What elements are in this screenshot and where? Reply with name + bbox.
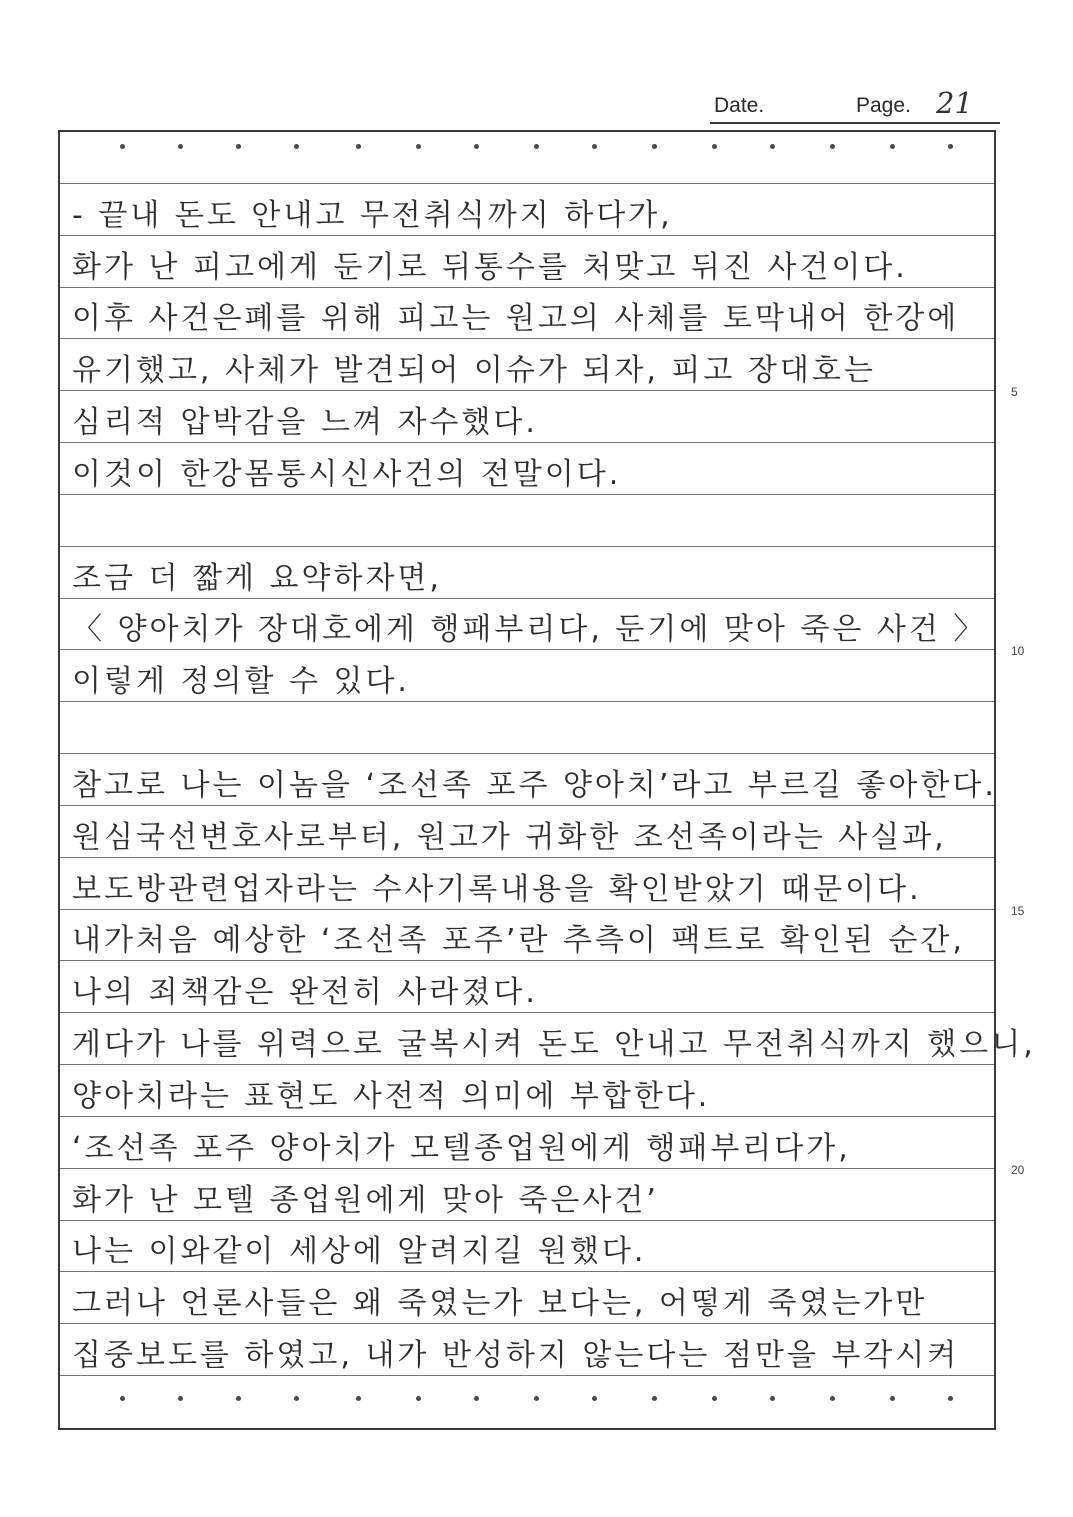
ruled-line xyxy=(60,806,994,858)
ruled-line xyxy=(60,547,994,599)
page-label: Page. xyxy=(856,94,911,117)
guide-dot xyxy=(712,1396,717,1401)
ruled-line xyxy=(60,1013,1036,1065)
guide-dot xyxy=(534,1396,539,1401)
ruled-line xyxy=(60,184,994,236)
guide-dot xyxy=(416,1396,421,1401)
guide-dot xyxy=(890,1396,895,1401)
handwritten-text: 심리적 압박감을 느껴 자수했다. xyxy=(72,405,538,441)
handwritten-text: 조금 더 짧게 요약하자면, xyxy=(72,560,442,596)
ruled-line xyxy=(60,339,994,391)
handwritten-text: 원심국선변호사로부터, 원고가 귀화한 조선족이라는 사실과, xyxy=(72,819,947,855)
dot-guide xyxy=(60,1396,994,1402)
date-label: Date. xyxy=(714,94,765,117)
guide-dot xyxy=(474,144,479,149)
guide-dot xyxy=(652,1396,657,1401)
guide-dot xyxy=(534,144,539,149)
guide-dot xyxy=(356,1396,361,1401)
handwritten-text: 나의 죄책감은 완전히 사라졌다. xyxy=(72,975,538,1011)
handwritten-text: 화가 난 모텔 종업원에게 맞아 죽은사건’ xyxy=(72,1182,659,1218)
guide-dot xyxy=(592,144,597,149)
guide-dot xyxy=(770,1396,775,1401)
line-number: 10 xyxy=(1011,644,1025,659)
ruled-line xyxy=(60,702,994,754)
handwritten-text: 이렇게 정의할 수 있다. xyxy=(72,664,410,700)
guide-dot xyxy=(236,1396,241,1401)
guide-dot xyxy=(830,144,835,149)
handwritten-text: 양아치라는 표현도 사전적 의미에 부합한다. xyxy=(72,1078,711,1114)
handwritten-text: ‘조선족 포주 양아치가 모텔종업원에게 행패부리다가, xyxy=(72,1130,851,1166)
handwritten-text: 보도방관련업자라는 수사기록내용을 확인받았기 때문이다. xyxy=(72,871,922,907)
guide-dot xyxy=(474,1396,479,1401)
guide-dot xyxy=(948,1396,953,1401)
ruled-line xyxy=(60,910,994,962)
guide-dot xyxy=(120,144,125,149)
guide-dot xyxy=(712,144,717,149)
handwritten-text: 나는 이와같이 세상에 알려지길 원했다. xyxy=(72,1234,647,1270)
ruled-line xyxy=(60,1221,994,1273)
guide-dot xyxy=(416,144,421,149)
page-header xyxy=(700,86,1000,126)
handwritten-text: 게다가 나를 위력으로 굴복시켜 돈도 안내고 무전취식까지 했으니, xyxy=(72,1027,1036,1063)
ruled-line xyxy=(60,236,994,288)
guide-dot xyxy=(120,1396,125,1401)
guide-dot xyxy=(236,144,241,149)
ruled-line xyxy=(60,1169,994,1221)
guide-dot xyxy=(178,144,183,149)
ruled-line xyxy=(60,1324,994,1376)
guide-dot xyxy=(592,1396,597,1401)
line-number: 20 xyxy=(1011,1162,1025,1177)
line-number: 5 xyxy=(1011,385,1018,400)
ruled-line xyxy=(60,391,994,443)
ruled-line xyxy=(60,1065,994,1117)
handwritten-text: 그러나 언론사들은 왜 죽였는가 보다는, 어떻게 죽였는가만 xyxy=(72,1286,928,1322)
guide-dot xyxy=(294,144,299,149)
ruled-line xyxy=(60,1117,994,1169)
ruled-line xyxy=(60,961,994,1013)
handwritten-text: 유기했고, 사체가 발견되어 이슈가 되자, 피고 장대호는 xyxy=(72,353,876,389)
guide-dot xyxy=(294,1396,299,1401)
handwritten-text: 화가 난 피고에게 둔기로 뒤통수를 처맞고 뒤진 사건이다. xyxy=(72,249,908,285)
ruled-line xyxy=(60,1376,994,1428)
handwritten-text: 집중보도를 하였고, 내가 반성하지 않는다는 점만을 부각시켜 xyxy=(72,1338,960,1374)
ruled-line xyxy=(60,288,994,340)
handwritten-text: 내가처음 예상한 ‘조선족 포주’란 추측이 팩트로 확인된 순간, xyxy=(72,923,965,959)
ruled-line xyxy=(60,754,997,806)
line-number: 15 xyxy=(1011,903,1025,918)
ruled-line xyxy=(60,1272,994,1324)
guide-dot xyxy=(356,144,361,149)
handwritten-text: 참고로 나는 이놈을 ‘조선족 포주 양아치’라고 부르길 좋아한다. xyxy=(72,767,997,803)
ruled-line xyxy=(60,132,994,184)
ruled-line xyxy=(60,599,994,651)
guide-dot xyxy=(830,1396,835,1401)
dot-guide xyxy=(60,144,994,150)
handwritten-text: - 끝내 돈도 안내고 무전취식까지 하다가, xyxy=(72,197,673,233)
guide-dot xyxy=(948,144,953,149)
ruled-line xyxy=(60,443,994,495)
ruled-line xyxy=(60,495,994,547)
handwritten-text: 이후 사건은폐를 위해 피고는 원고의 사체를 토막내어 한강에 xyxy=(72,301,960,337)
guide-dot xyxy=(890,144,895,149)
guide-dot xyxy=(770,144,775,149)
guide-dot xyxy=(652,144,657,149)
guide-dot xyxy=(178,1396,183,1401)
header-underline xyxy=(710,122,1000,124)
handwritten-text: 〈 양아치가 장대호에게 행패부리다, 둔기에 맞아 죽은 사건 〉 xyxy=(72,612,987,648)
ruled-line xyxy=(60,858,994,910)
handwritten-text: 이것이 한강몸통시신사건의 전말이다. xyxy=(72,456,622,492)
page-number: 21 xyxy=(936,86,973,120)
ruled-line xyxy=(60,650,994,702)
